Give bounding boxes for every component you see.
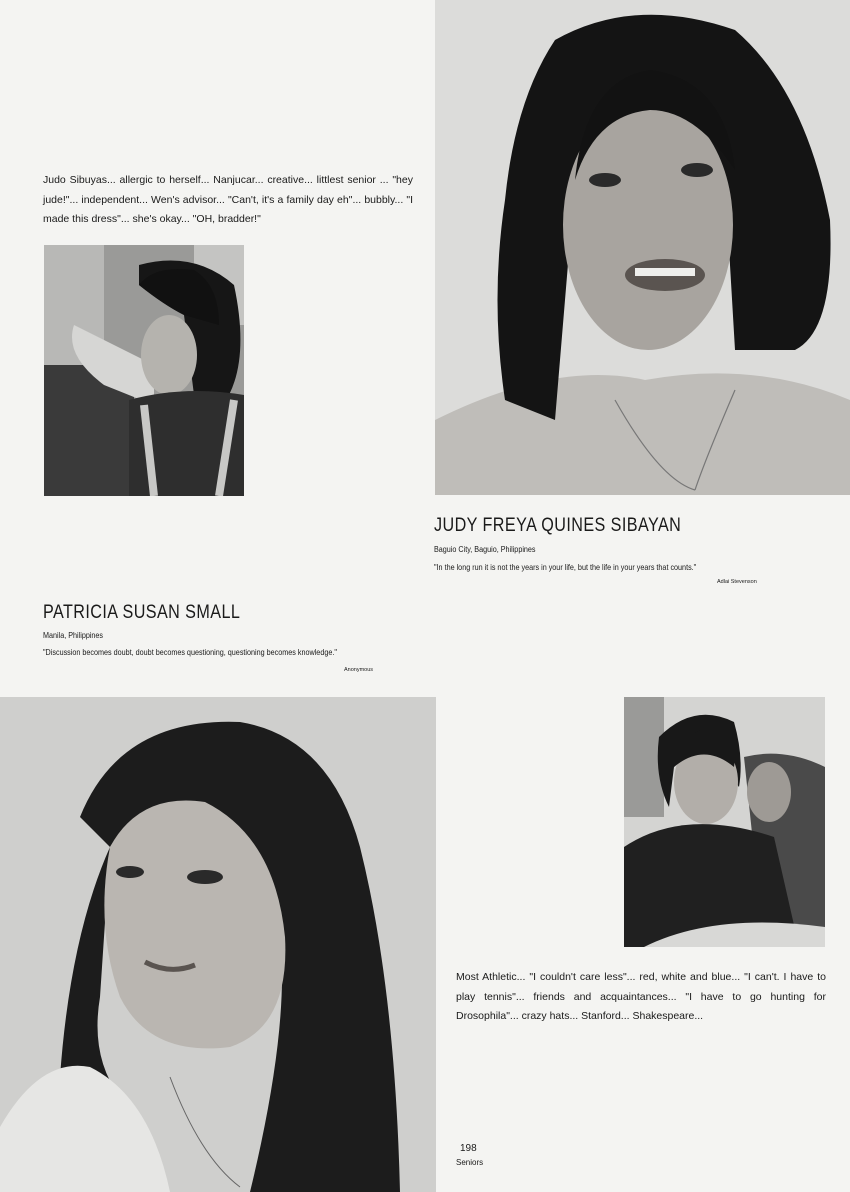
small-quote: "Discussion becomes doubt, doubt becomes questioning, questioning becomes knowledge." (43, 648, 337, 657)
small-name: PATRICIA SUSAN SMALL (43, 602, 241, 623)
page-number: 198 (460, 1143, 477, 1154)
small-blurb: Most Athletic... "I couldn't care less"... red, white and blue... "I can't. I have to play tennis"... friends and acquaintances... "I have to go hunting for Drosophila"... crazy hats... Stanford... Shakespeare... (456, 971, 826, 1022)
section-label: Seniors (456, 1158, 484, 1167)
candid-photo-sibayan (44, 245, 244, 496)
sibayan-quote: "In the long run it is not the years in your life, but the life in your years that counts." (434, 563, 697, 572)
sibayan-hometown: Baguio City, Baguio, Philippines (434, 545, 536, 554)
portrait-photo-small (0, 697, 436, 1192)
sibayan-blurb: Judo Sibuyas... allergic to herself... Nanjucar... creative... littlest senior ... "hey jude!"... independent... Wen's advisor... "Can't, it's a family day eh"... bubbly... "I made this dress"... she's okay... "OH, bradder!" (43, 174, 413, 225)
sibayan-quote-author: Adlai Stevenson (717, 579, 757, 585)
candid-photo-small (624, 697, 825, 947)
small-quote-author: Anonymous (344, 667, 374, 673)
portrait-photo-sibayan (435, 0, 850, 495)
sibayan-name: JUDY FREYA QUINES SIBAYAN (434, 515, 682, 536)
small-hometown: Manila, Philippines (43, 631, 104, 640)
